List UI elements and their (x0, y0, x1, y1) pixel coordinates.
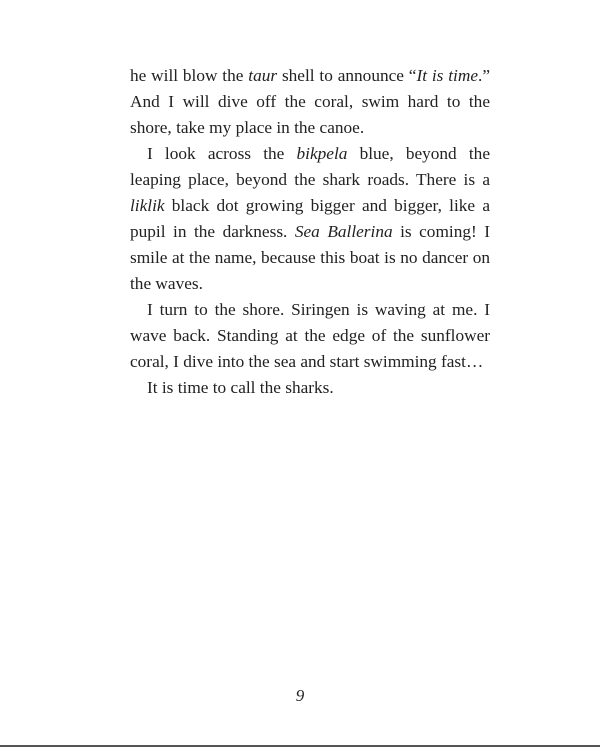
text-run: shell to announce “ (277, 66, 417, 85)
text-run: I look across the (147, 144, 297, 163)
italic-run: It is time (416, 66, 479, 85)
body-text (130, 63, 490, 401)
paragraph-3 (130, 297, 490, 375)
text-run: black dot growing bigger and bigger, like a pupil in the darkness. (130, 196, 490, 241)
text-run: is coming! I smile at the name, because this boat is no dancer on the waves. (130, 222, 490, 293)
paragraph-4 (130, 375, 490, 401)
text-run: .” And I will dive off the coral, swim hard to the shore, take my place in the canoe. (130, 66, 491, 137)
italic-run: taur (248, 66, 278, 85)
text-run: he will blow the (130, 66, 249, 85)
bottom-divider (0, 745, 600, 747)
italic-run: Sea Ballerina (294, 222, 393, 241)
paragraph-2 (130, 141, 490, 297)
text-run: It is time to call the sharks. (147, 378, 334, 397)
page-number: 9 (295, 686, 305, 705)
italic-run: bikpela (296, 144, 348, 163)
text-run: I turn to the shore. Siringen is waving at me. I wave back. Standing at the edge of the sunflower coral, I dive into the sea and start swimming fast… (130, 300, 490, 371)
paragraph-1 (130, 63, 490, 141)
text-run: blue, beyond the leaping place, beyond the shark roads. There is a (130, 144, 490, 189)
italic-run: liklik (130, 196, 165, 215)
